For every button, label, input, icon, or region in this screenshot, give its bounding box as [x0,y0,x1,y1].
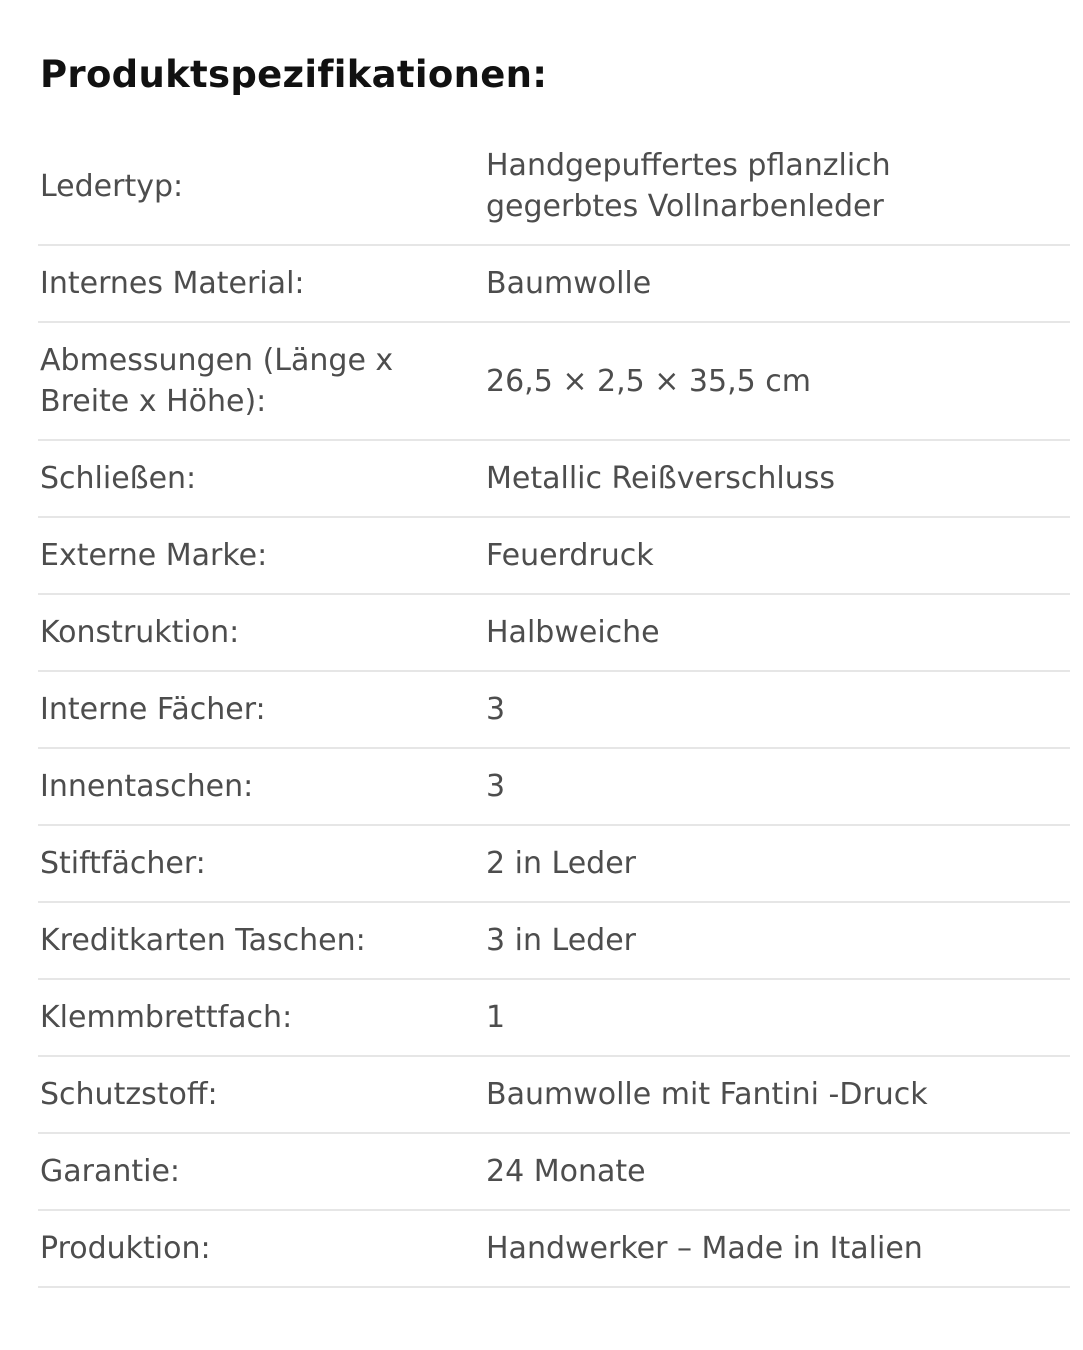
spec-value: Metallic Reißverschluss [486,461,835,496]
spec-value: Baumwolle mit Fantini -Druck [486,1077,928,1112]
spec-table [38,128,1070,1288]
spec-label: Internes Material: [40,266,305,301]
spec-value: 3 [486,769,506,804]
spec-label: Produktion: [40,1231,211,1266]
spec-label: Schließen: [40,461,197,496]
spec-value: 2 in Leder [486,846,636,881]
spec-row-internal-material [38,246,1070,323]
spec-value: 26,5 × 2,5 × 35,5 cm [486,363,811,399]
spec-label: Garantie: [40,1154,181,1189]
spec-row-inner-pockets [38,749,1070,826]
spec-value: 24 Monate [486,1154,646,1189]
spec-value: 3 [486,692,506,727]
spec-row-clipboard-compartment [38,980,1070,1057]
spec-row-external-brand [38,518,1070,595]
spec-label: Stiftfächer: [40,846,206,881]
spec-label: Klemmbrettfach: [40,1000,293,1035]
spec-label: Innentaschen: [40,769,254,804]
spec-label: Abmessungen (Länge x Breite x Höhe): [40,343,394,419]
spec-label: Kreditkarten Taschen: [40,923,366,958]
spec-row-card-pockets [38,903,1070,980]
spec-row-internal-compartments [38,672,1070,749]
spec-value: Handwerker – Made in Italien [486,1231,923,1266]
spec-row-production [38,1211,1070,1288]
spec-row-leather-type [38,128,1070,246]
spec-row-closure [38,441,1070,518]
spec-label: Schutzstoff: [40,1077,218,1112]
spec-row-construction [38,595,1070,672]
spec-label: Externe Marke: [40,538,268,573]
spec-row-warranty [38,1134,1070,1211]
page-title: Produktspezifikationen: [40,53,548,96]
spec-label: Konstruktion: [40,615,240,650]
spec-value: Baumwolle [486,266,652,301]
spec-value: Halbweiche [486,615,660,650]
spec-value: Handgepuffertes pflanzlich gegerbtes Vollnarbenleder [486,148,891,224]
spec-value: Feuerdruck [486,538,654,573]
spec-label: Interne Fächer: [40,692,266,727]
spec-row-dimensions [38,323,1070,441]
spec-row-dust-bag [38,1057,1070,1134]
spec-row-pen-slots [38,826,1070,903]
spec-value: 3 in Leder [486,923,636,958]
spec-value: 1 [486,1000,506,1035]
spec-label: Ledertyp: [40,168,184,204]
